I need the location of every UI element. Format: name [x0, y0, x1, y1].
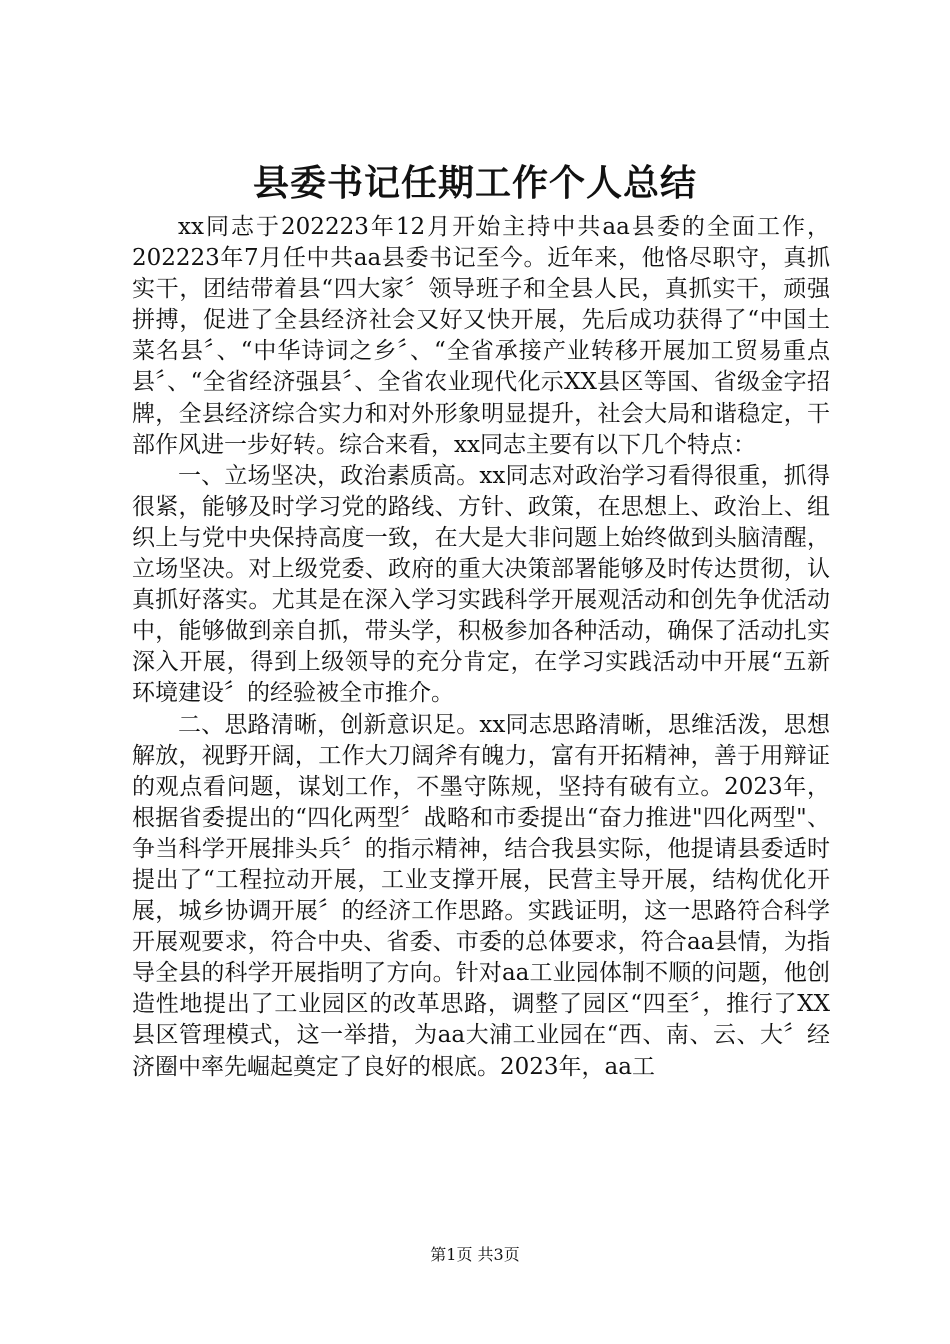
document-title: 县委书记任期工作个人总结 [252, 162, 697, 204]
paragraph-clear-thinking: 二、思路清晰，创新意识足。xx同志思路清晰，思维活泼，思想解放，视野开阔，工作大刀阔斧有魄力，富有开拓精神，善于用辩证的观点看问题，谋划工作，不墨守陈规，坚持有破有立。2023年，根据省委提出的“四化两型〞战略和市委提出“奋力推进"四化两型"、争当科学开展排头兵〞的指示精神，结合我县实际，他提请县委适时提出了“工程拉动开展，工业支撑开展，民营主导开展，结构优化开展，城乡协调开展〞的经济工作思路。实践证明，这一思路符合科学开展观要求，符合中央、省委、市委的总体要求，符合aa县情，为指导全县的科学开展指明了方向。针对aa工业园体制不顺的问题，他创造性地提出了工业园区的改革思路，调整了园区“四至〞，推行了XX县区管理模式，这一举措，为aa大浦工业园在“西、南、云、大〞经济圈中率先崛起奠定了良好的根底。2023年，aa工 [132, 711, 830, 1080]
paragraph-political-stance: 一、立场坚决，政治素质高。xx同志对政治学习看得很重，抓得很紧，能够及时学习党的路线、方针、政策，在思想上、政治上、组织上与党中央保持高度一致，在大是大非问题上始终做到头脑清醒，立场坚决。对上级党委、政府的重大决策部署能够及时传达贯彻，认真抓好落实。尤其是在深入学习实践科学开展观活动和创先争优活动中，能够做到亲自抓，带头学，积极参加各种活动，确保了活动扎实深入开展，得到上级领导的充分肯定，在学习实践活动中开展“五新环境建设〞的经验被全市推介。 [132, 462, 830, 707]
paragraph-intro: xx同志于202223年12月开始主持中共aa县委的全面工作，202223年7月任中共aa县委书记至今。近年来，他恪尽职守，真抓实干，团结带着县“四大家〞领导班子和全县人民，真抓实干，顽强拼搏，促进了全县经济社会又好又快开展，先后成功获得了“中国土菜名县〞、“中华诗词之乡〞、“全省承接产业转移开展加工贸易重点县〞、“全省经济强县〞、全省农业现代化示XX县区等国、省级金字招牌，全县经济综合实力和对外形象明显提升，社会大局和谐稳定，干部作风进一步好转。综合来看，xx同志主要有以下几个特点： [132, 214, 830, 458]
page-number-footer: 第1页 共3页 [430, 1245, 520, 1264]
document-body [132, 212, 830, 1083]
